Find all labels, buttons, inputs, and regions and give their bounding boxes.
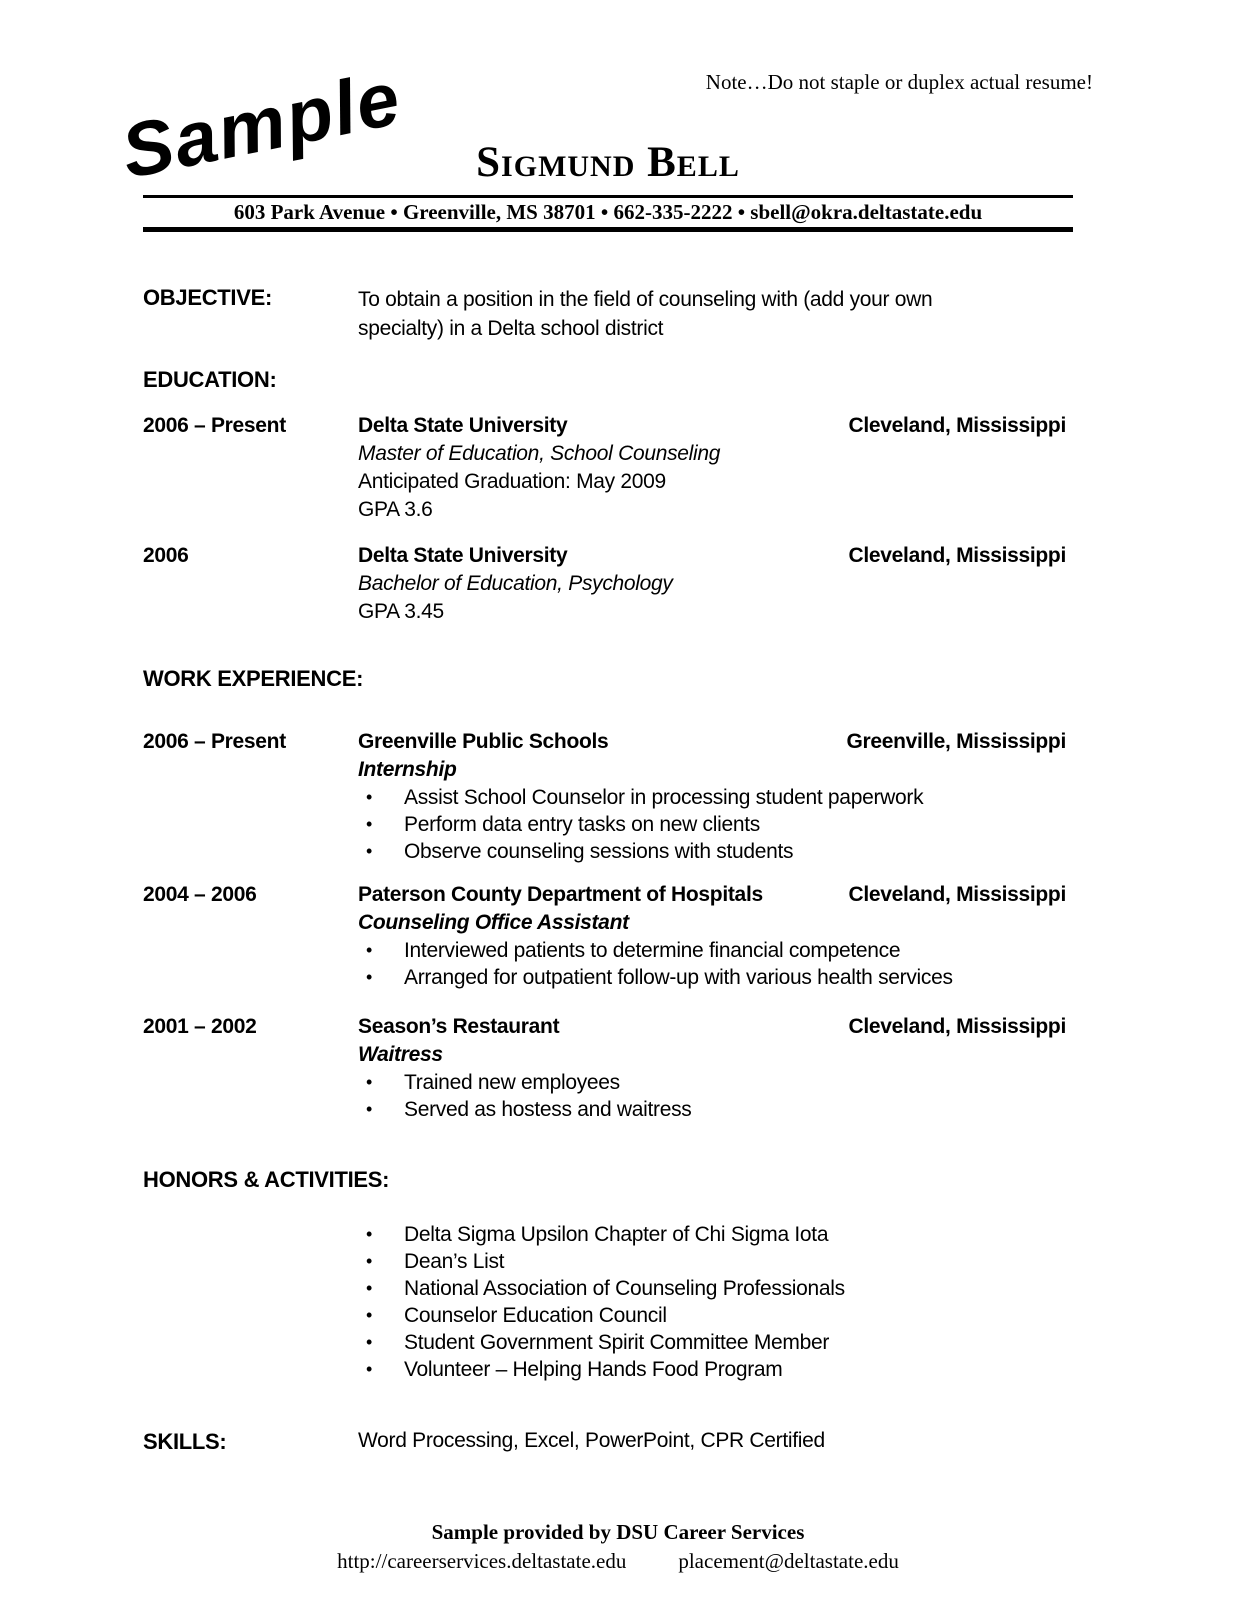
entry-line: Bachelor of Education, Psychology [358,572,673,595]
entry-line: GPA 3.6 [358,498,433,521]
bullet-item [358,1275,1073,1302]
entry-job-title: Internship [358,758,457,781]
contact-line: 603 Park Avenue • Greenville, MS 38701 • 662-335-2222 • sbell@okra.deltastate.edu [233,200,983,224]
entry-location: Greenville, Mississippi [846,730,1066,753]
bullet-text: Volunteer – Helping Hands Food Program [404,1358,783,1381]
entry-details [358,570,1073,626]
entry-details [358,909,1073,991]
entry-dates: 2004 – 2006 [143,883,257,906]
honors-activities-heading: HONORS & ACTIVITIES: [143,1167,390,1192]
entry-dates: 2006 [143,544,189,567]
bullet-text: Dean’s List [404,1250,505,1273]
bullet-item [358,937,1073,964]
entry-bullets [358,1069,1073,1123]
bullet-item [358,964,1073,991]
bullet-item [358,1221,1073,1248]
bullet-icon: • [366,1224,373,1244]
bullet-icon: • [366,940,373,960]
education-heading: EDUCATION: [143,367,277,392]
objective-text: To obtain a position in the field of counseling with (add your own specialty) in a Delta school district [358,288,933,340]
bullet-text: Interviewed patients to determine financial competence [404,939,901,962]
skills-label: SKILLS: [143,1429,227,1454]
work-experience-heading: WORK EXPERIENCE: [143,666,364,691]
bullet-item [358,838,1073,865]
bullet-item [358,1069,1073,1096]
sample-watermark: Sample [114,55,409,196]
education-entries [143,412,1073,626]
resume-body [143,285,1073,1455]
entry-dates: 2006 – Present [143,414,286,437]
education-entry [143,412,1073,524]
work-experience-entries [143,728,1073,1123]
bullet-text: Assist School Counselor in processing student paperwork [404,786,924,809]
header-rule-top [143,195,1073,198]
bullet-icon: • [366,1305,373,1325]
skills-text: Word Processing, Excel, PowerPoint, CPR Certified [358,1429,825,1452]
footer-email: placement@deltastate.edu [678,1549,899,1573]
work-entry [143,881,1073,991]
bullet-icon: • [366,1251,373,1271]
bullet-text: Trained new employees [404,1071,620,1094]
footer-website: http://careerservices.deltastate.edu [337,1549,627,1573]
entry-details [358,440,1073,524]
header-note: Note…Do not staple or duplex actual resume! [705,70,1093,94]
entry-line: Master of Education, School Counseling [358,442,721,465]
bullet-item [358,784,1073,811]
bullet-icon: • [366,814,373,834]
entry-location: Cleveland, Mississippi [848,544,1066,567]
entry-employer: Paterson County Department of Hospitals [358,883,763,906]
bullet-icon: • [366,841,373,861]
bullet-item [358,1096,1073,1123]
bullet-icon: • [366,787,373,807]
entry-employer: Greenville Public Schools [358,730,609,753]
work-entry [143,728,1073,865]
bullet-text: Counselor Education Council [404,1304,667,1327]
bullet-text: National Association of Counseling Professionals [404,1277,845,1300]
footer-links [0,1549,1236,1574]
entry-location: Cleveland, Mississippi [848,414,1066,437]
entry-details [358,1041,1073,1123]
footer-provided-by: Sample provided by DSU Career Services [431,1520,805,1544]
bullet-text: Observe counseling sessions with students [404,840,794,863]
objective-label: OBJECTIVE: [143,285,273,310]
bullet-item [358,1329,1073,1356]
entry-details [358,756,1073,865]
bullet-text: Arranged for outpatient follow-up with various health services [404,966,953,989]
entry-dates: 2006 – Present [143,730,286,753]
entry-location: Cleveland, Mississippi [848,883,1066,906]
header-rule-bottom [143,227,1073,232]
bullet-text: Delta Sigma Upsilon Chapter of Chi Sigma Iota [404,1223,829,1246]
objective-section [143,285,1073,343]
bullet-text: Perform data entry tasks on new clients [404,813,760,836]
skills-section [143,1429,1073,1455]
bullet-item [358,1302,1073,1329]
entry-job-title: Waitress [358,1043,443,1066]
entry-job-title: Counseling Office Assistant [358,911,629,934]
work-entry [143,1013,1073,1123]
entry-bullets [358,937,1073,991]
entry-line: GPA 3.45 [358,600,444,623]
bullet-text: Served as hostess and waitress [404,1098,692,1121]
entry-location: Cleveland, Mississippi [848,1015,1066,1038]
bullet-icon: • [366,1332,373,1352]
entry-employer: Season’s Restaurant [358,1015,560,1038]
bullet-icon: • [366,1099,373,1119]
bullet-icon: • [366,1359,373,1379]
entry-line: Anticipated Graduation: May 2009 [358,470,666,493]
bullet-item [358,1356,1073,1383]
bullet-icon: • [366,1278,373,1298]
bullet-icon: • [366,967,373,987]
entry-institution: Delta State University [358,544,568,567]
bullet-text: Student Government Spirit Committee Member [404,1331,830,1354]
honors-activities-list [358,1221,1073,1383]
entry-institution: Delta State University [358,414,568,437]
resume-name: Sigmund Bell [476,139,740,186]
entry-dates: 2001 – 2002 [143,1015,257,1038]
bullet-item [358,1248,1073,1275]
entry-bullets [358,784,1073,865]
bullet-icon: • [366,1072,373,1092]
bullet-item [358,811,1073,838]
education-entry [143,542,1073,626]
